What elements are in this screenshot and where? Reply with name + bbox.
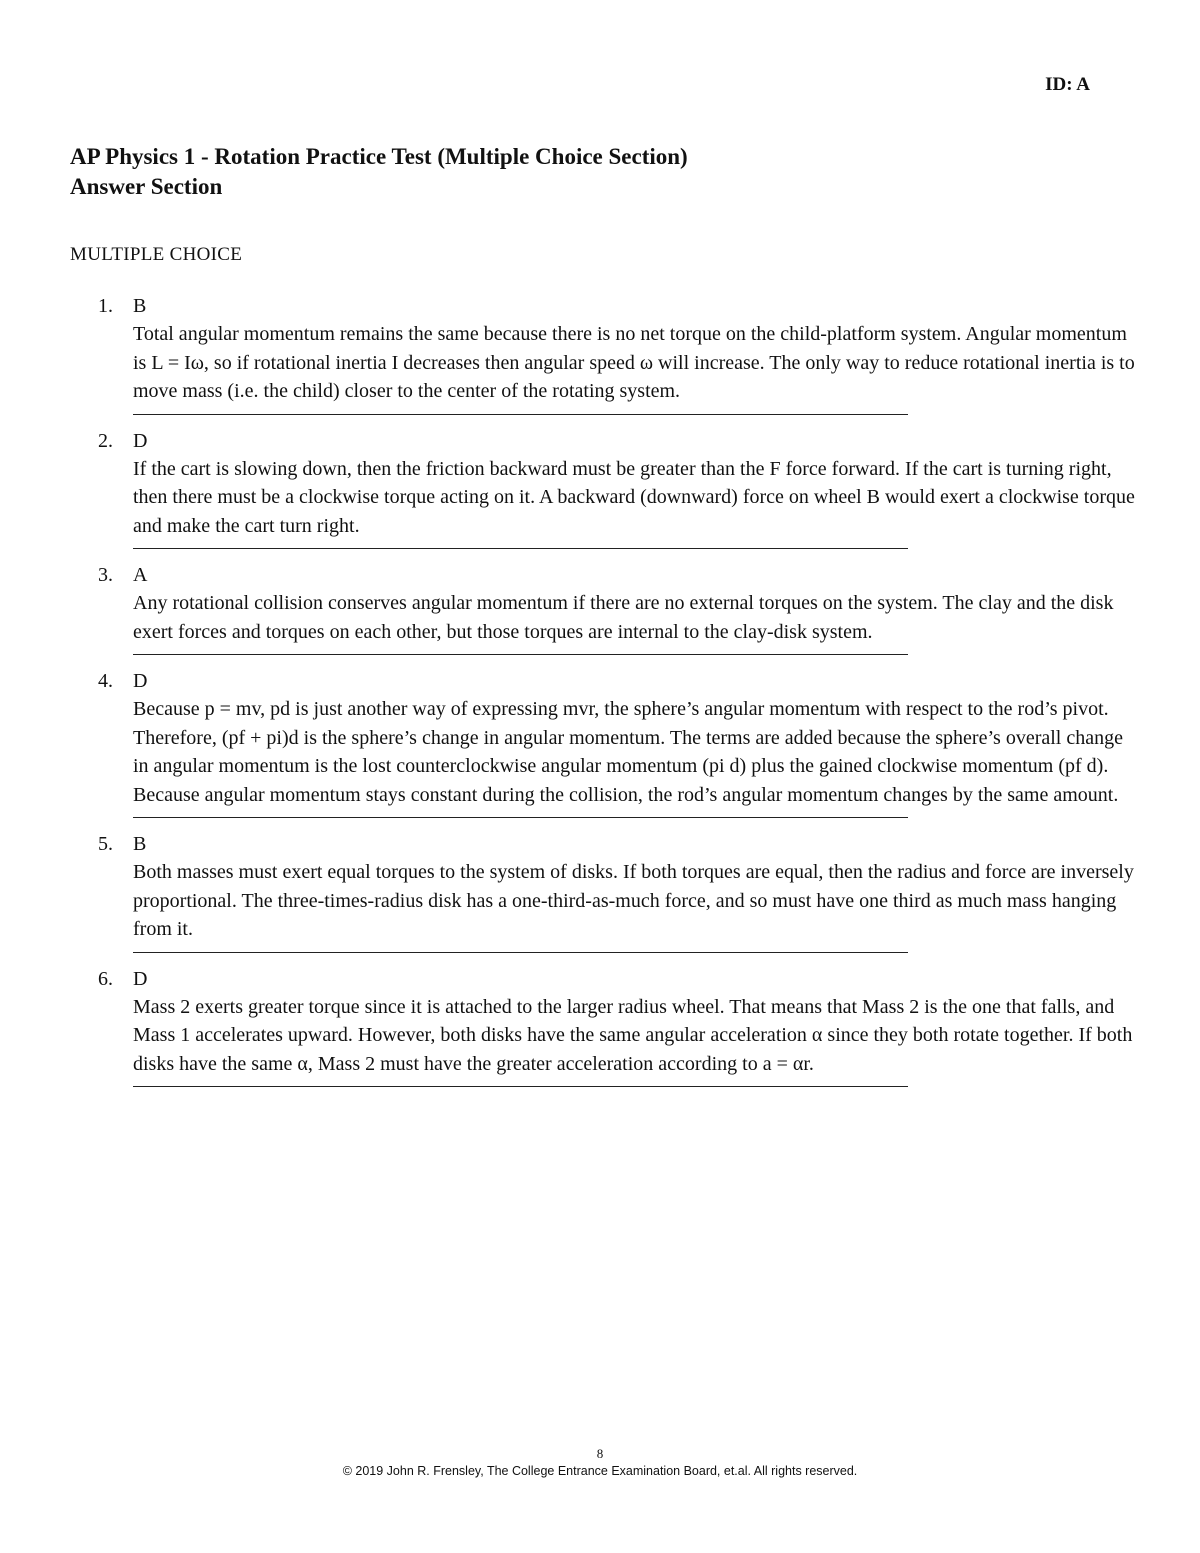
answer-item (70, 427, 1140, 550)
answer-item (70, 292, 1140, 415)
answer-number: 1. (98, 295, 113, 317)
id-label: ID: A (1045, 74, 1090, 95)
answer-header (70, 292, 1140, 320)
divider-line (133, 817, 908, 818)
answer-item (70, 830, 1140, 953)
answer-item (70, 561, 1140, 655)
answer-letter: B (133, 833, 147, 855)
divider-line (133, 548, 908, 549)
answer-number: 2. (98, 429, 113, 452)
answer-item (70, 965, 1140, 1088)
divider-line (133, 654, 908, 655)
title-line-1: AP Physics 1 - Rotation Practice Test (Multiple Choice Section) (70, 144, 688, 169)
divider-line (133, 414, 908, 415)
answer-list (70, 292, 1140, 1099)
divider-line (133, 952, 908, 953)
answer-number: 6. (98, 967, 113, 990)
answer-number: 4. (98, 670, 113, 692)
answer-header (70, 830, 1140, 858)
answer-explanation: Any rotational collision conserves angular momentum if there are no external torques on the system. The clay and the disk exert forces and torques on each other, but those torques are internal to the clay-disk system. (133, 592, 1114, 643)
answer-number: 3. (98, 564, 113, 586)
document-title (70, 142, 688, 202)
answer-header (70, 965, 1140, 993)
answer-number: 5. (98, 833, 113, 855)
answer-item (70, 667, 1140, 818)
answer-header (70, 667, 1140, 695)
answer-letter: A (133, 564, 148, 586)
answer-header (70, 427, 1140, 455)
answer-explanation: If the cart is slowing down, then the friction backward must be greater than the F force forward. If the cart is turning right, then there must be a clockwise torque acting on it. A backward (downward) force on wheel B would exert a clockwise torque and make the cart turn right. (133, 457, 1135, 537)
section-heading: MULTIPLE CHOICE (70, 244, 243, 265)
answer-explanation: Total angular momentum remains the same because there is no net torque on the child-platform system. Angular momentum is L = Iω, so if rotational inertia I decreases then angular speed ω will increase. The only way to reduce rotational inertia is to move mass (i.e. the child) closer to the center of the rotating system. (133, 323, 1135, 402)
copyright-notice: © 2019 John R. Frensley, The College Entrance Examination Board, et.al. All rights reserved. (342, 1464, 858, 1478)
answer-explanation: Because p = mv, pd is just another way of expressing mvr, the sphere’s angular momentum with respect to the rod’s pivot. Therefore, (pf + pi)d is the sphere’s change in angular momentum. The terms are added because the sphere’s overall change in angular momentum is the lost counterclockwise angular momentum (pi d) plus the gained clockwise momentum (pf d). Because angular momentum stays constant during the collision, the rod’s angular momentum changes by the same amount. (133, 698, 1123, 806)
answer-letter: D (133, 967, 148, 990)
answer-letter: D (133, 429, 148, 452)
answer-letter: B (133, 295, 147, 317)
answer-letter: D (133, 670, 148, 692)
answer-header (70, 561, 1140, 589)
divider-line (133, 1086, 908, 1087)
title-line-2: Answer Section (70, 174, 223, 199)
answer-explanation: Both masses must exert equal torques to the system of disks. If both torques are equal, then the radius and force are inversely proportional. The three-times-radius disk has a one-third-as-much force, and so must have one third as much mass hanging from it. (133, 861, 1134, 940)
answer-explanation: Mass 2 exerts greater torque since it is attached to the larger radius wheel. That means that Mass 2 is the one that falls, and Mass 1 accelerates upward. However, both disks have the same angular acceleration α since they both rotate together. If both disks have the same α, Mass 2 must have the greater acceleration according to a = αr. (133, 995, 1133, 1075)
page-number: 8 (596, 1446, 604, 1461)
